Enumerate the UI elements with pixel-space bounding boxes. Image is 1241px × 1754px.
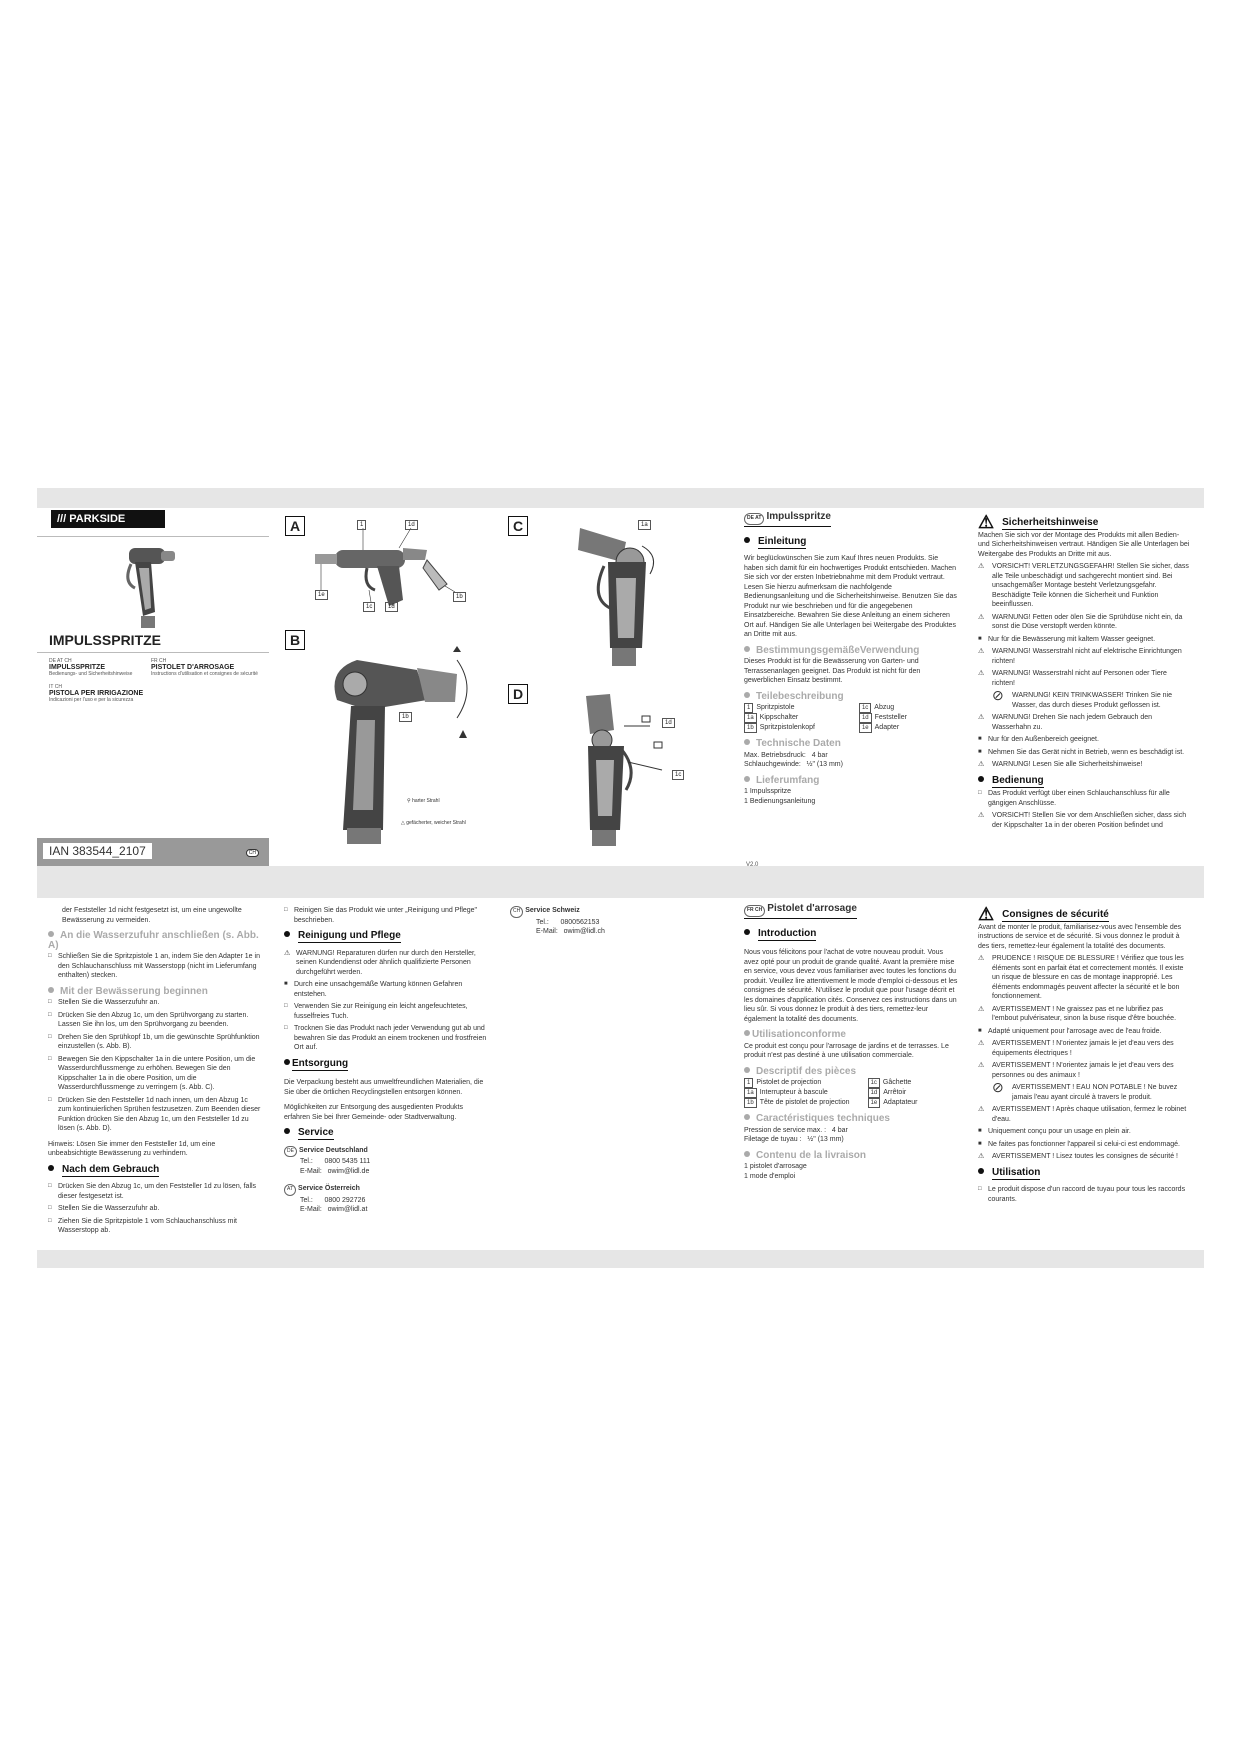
callout-a-1d-top: 1d	[405, 520, 418, 530]
bullet-dot-icon	[744, 537, 750, 543]
country-badge: CH	[246, 849, 259, 857]
fr-scope-1: 1 pistolet d'arrosage	[744, 1163, 807, 1170]
fr-safety-8: ■ Uniquement conçu pour un usage en plein air.	[978, 1127, 1190, 1137]
fr-op-1: □ Le produit dispose d'un raccord de tuyau pour tous les raccords courants.	[978, 1185, 1190, 1204]
fr-safety-3: ■ Adapté uniquement pour l'arrosage avec de l'eau froide.	[978, 1027, 1190, 1037]
fr-col-2	[978, 906, 1190, 1207]
list-item: □ Drücken Sie den Feststeller 1d nach innen, um den Abzug 1c zum kontinuierlichen Sprühen festzusetzen. Zum Beenden dieser Funktion drücken Sie den Abzug 1c, um den Feststeller 1d zu lösen (s. Abb. D).	[48, 1096, 262, 1134]
de-tech-2: Schlauchgewinde: ½" (13 mm)	[744, 761, 843, 768]
bullet-dot-icon	[744, 929, 750, 935]
fr-safety-10: ⚠ AVERTISSEMENT ! Lisez toutes les consignes de sécurité !	[978, 1153, 1178, 1160]
flag-ch-icon: CH	[510, 906, 523, 918]
no-drinking-icon: ⊘	[992, 1079, 1004, 1095]
de-intro-heading: Einleitung	[744, 537, 958, 547]
de-intro-text: Wir beglückwünschen Sie zum Kauf Ihres neuen Produkts. Sie haben sich damit für ein hochwertiges Produkt entschieden. Machen Sie sich vor der ersten Inbetriebnahme mit dem Produkt vertraut. Lesen Sie hierzu aufmerksam die nachfolgende Bedienungsanleitung und die Sicherheitshinweise. Benutzen Sie das Produkt nur wie beschrieben und für die angegebenen Einsatzbereiche. Bewahren Sie diese Anleitung an einem sicheren Ort auf. Händigen Sie alle Unterlagen bei Weitergabe des Produktes an Dritte mit aus.	[744, 555, 957, 638]
fr-scope-heading: Contenu de la livraison	[744, 1151, 958, 1161]
legend-soft-jet: △ gefächerter, weicher Strahl	[401, 820, 466, 826]
fr-flags: FR CH	[744, 905, 765, 917]
warning-triangle-icon: ⚠	[284, 949, 291, 957]
bullet-dot-icon	[744, 1151, 750, 1157]
de-care-heading: Reinigung und Pflege	[284, 931, 490, 941]
de-disp-1: Die Verpackung besteht aus umweltfreundlichen Materialien, die Sie über die örtlichen Recyclingstellen entsorgen können.	[284, 1079, 484, 1096]
bullet-dot-icon	[284, 1128, 290, 1134]
de-safety-3: ■ Nur für die Bewässerung mit kaltem Wasser geeignet.	[978, 635, 1190, 645]
de-flags: DE AT	[744, 513, 764, 525]
bullet-dot-icon	[48, 1165, 54, 1171]
service-de: DE Service Deutschland Tel.: 0800 5435 111 E-Mail: owim@lidl.de	[284, 1146, 490, 1177]
de-parts-table	[744, 703, 911, 733]
de-scope-heading: Lieferumfang	[744, 776, 958, 786]
de-safety-6: ⊘ WARNUNG! KEIN TRINKWASSER! Trinken Sie nie Wasser, das durch dieses Produkt geflossen ist.	[992, 687, 1172, 709]
warning-triangle-icon: ⚠	[978, 761, 985, 768]
de-conn-text: □ Schließen Sie die Spritzpistole 1 an, indem Sie den Adapter 1e in den Schlauchanschluss mit Wasserstopp (nicht im Lieferumfang enthalten) stecken.	[48, 952, 262, 981]
warning-triangle-icon: ⚠	[978, 714, 985, 721]
list-item: □ Stellen Sie die Wasserzufuhr ab.	[48, 1204, 262, 1214]
legend-hard-jet: ⚲ harter Strahl	[407, 798, 440, 804]
de-after-heading: Nach dem Gebrauch	[48, 1165, 262, 1175]
hard-jet-icon: ⚲	[407, 798, 413, 804]
fr-title: Pistolet d'arrosage	[767, 903, 857, 914]
flag-de-icon: DE	[284, 1146, 297, 1158]
ian-number: IAN 383544_2107	[43, 843, 152, 859]
fr-title-row	[744, 904, 857, 919]
de-safety-2: ⚠ WARNUNG! Fetten oder ölen Sie die Sprühdüse nicht ein, da sonst die Düse verstopft werden könnte.	[978, 613, 1183, 630]
fr-intro-text: Nous vous félicitons pour l'achat de votre nouveau produit. Vous avez opté pour un produit de grande qualité. Avant la première mise en service, vous devez vous familiariser avec toutes les fonctions du produit. Veuillez lire attentivement le mode d'emploi ci-dessous et les consignes de sécurité. N'utilisez le produit que pour l'usage décrit et les domaines d'application cités. Conservez ces instructions dans un lieu sûr. Si vous donnez le produit à des tiers, remettez-leur également la totalité des documents.	[744, 949, 958, 1023]
de-safety-7: ⚠ WARNUNG! Drehen Sie nach jedem Gebrauch den Wasserhahn zu.	[978, 714, 1153, 731]
de-op-1: □ Das Produkt verfügt über einen Schlauchanschluss für alle gängigen Anschlüsse.	[978, 789, 1190, 808]
fr-tech-2: Filetage de tuyau : ½" (13 mm)	[744, 1136, 844, 1143]
de-col-1	[744, 512, 958, 809]
fr-safety-intro: Avant de monter le produit, familiarisez-vous avec l'ensemble des instructions de service et de sécurité. Si vous donnez le produit à des tiers, remettez-leur également la totalité des documents.	[978, 923, 1182, 950]
brand-logo: /// PARKSIDE	[51, 510, 165, 528]
table-row: 1b Tête de pistolet de projection 1e Adaptateur	[744, 1098, 922, 1108]
service-ch: CH Service Schweiz Tel.: 0800562153 E-Mail: owim@lidl.ch	[510, 906, 710, 937]
de-p2-col-2	[284, 906, 490, 1215]
de-safety-1: ⚠ VORSICHT! VERLETZUNGSGEFAHR! Stellen Sie sicher, dass alle Teile unbeschädigt und sachgerecht montiert sind. Bei unsachgemäßer Montage besteht Verletzungsgefahr. Beschädigte Teile können die Sicherheit und Funktion beeinflussen.	[978, 563, 1189, 608]
de-p2-col-3	[510, 906, 710, 937]
bullet-dot-icon	[48, 931, 54, 937]
callout-a-1d: 1d	[385, 602, 398, 612]
de-disp-heading: Entsorgung	[284, 1059, 490, 1069]
de-irr-heading: Mit der Bewässerung beginnen	[48, 987, 262, 997]
de-op-heading: Bedienung	[978, 776, 1190, 786]
bullet-dot-icon	[744, 1030, 750, 1036]
bottom-band	[37, 1250, 1204, 1268]
service-at-mail[interactable]: E-Mail: owim@lidl.at	[300, 1206, 368, 1213]
bullet-dot-icon	[978, 776, 984, 782]
lang-de-sub: Bedienungs- und Sicherheitshinweise	[49, 671, 133, 677]
bullet-dot-icon	[48, 987, 54, 993]
lang-fr-block	[151, 658, 269, 677]
de-op-2: ⚠ VORSICHT! Stellen Sie vor dem Anschließen sicher, dass sich der Kippschalter 1a in der oberen Position befindet und	[978, 812, 1187, 829]
cover-panel	[37, 508, 269, 866]
lang-it-block	[49, 684, 249, 703]
bullet-dot-icon	[744, 776, 750, 782]
figure-b	[287, 630, 488, 854]
figure-c-drawing	[550, 522, 700, 678]
de-safety-10: ⚠ WARNUNG! Lesen Sie alle Sicherheitshinweise!	[978, 761, 1143, 768]
warning-triangle-icon: ⚠	[978, 904, 995, 924]
fr-safety-heading: ⚠ Consignes de sécurité	[978, 904, 1109, 924]
callout-d-1d: 1d	[662, 718, 675, 728]
fr-safety-1: ⚠ PRUDENCE ! RISQUE DE BLESSURE ! Vérifiez que tous les éléments sont en parfait état et correctement montés. Il existe un risque de blessure en cas de montage inapproprié. Les éléments endommagés peuvent affecter la sécurité et le bon fonctionnement.	[978, 955, 1184, 1000]
lang-fr-name: PISTOLET D'ARROSAGE	[151, 664, 235, 671]
warning-triangle-icon: ⚠	[978, 1005, 985, 1013]
service-de-mail[interactable]: E-Mail: owim@lidl.de	[300, 1167, 370, 1175]
logo-stripes-icon: ///	[57, 513, 70, 525]
bullet-dot-icon	[284, 1059, 290, 1065]
callout-c-1a: 1a	[638, 520, 651, 530]
warning-triangle-icon: ⚠	[978, 1106, 985, 1113]
list-item: □ Drücken Sie den Abzug 1c, um den Feststeller 1d zu lösen, falls dieser festgesetzt ist.	[48, 1182, 262, 1201]
no-drinking-icon: ⊘	[992, 687, 1004, 703]
figure-c-label: C	[508, 516, 528, 536]
de-parts-heading: Teilebeschreibung	[744, 692, 958, 702]
de-p2-intro: der Feststeller 1d nicht festgesetzt ist, um eine ungewollte Bewässerung zu vermeiden.	[62, 907, 242, 924]
middle-band	[37, 866, 1204, 898]
fr-safety-5: ⚠ AVERTISSEMENT ! N'orientez jamais le jet d'eau vers des personnes ou des animaux !	[978, 1062, 1174, 1079]
warning-triangle-icon: ⚠	[978, 1062, 985, 1069]
fr-tech-1: Pression de service max. : 4 bar	[744, 1126, 848, 1134]
de-version: V2.0	[746, 862, 759, 868]
list-item: □ Ziehen Sie die Spritzpistole 1 vom Schlauchanschluss mit Wasserstopp ab.	[48, 1217, 262, 1236]
list-item: □ Stellen Sie die Wasserzufuhr an.	[48, 998, 262, 1008]
fr-safety-4: ⚠ AVERTISSEMENT ! N'orientez jamais le jet d'eau vers des équipements électriques !	[978, 1040, 1174, 1057]
fr-safety-6: ⊘ AVERTISSEMENT ! EAU NON POTABLE ! Ne buvez jamais l'eau ayant circulé à travers le produit.	[992, 1079, 1178, 1101]
callout-a-1c: 1c	[363, 602, 375, 612]
warning-triangle-icon: ⚠	[978, 955, 985, 962]
warning-triangle-icon: ⚠	[978, 1153, 985, 1160]
lang-fr-flags: FR CH	[151, 658, 167, 664]
callout-b-1b: 1b	[399, 712, 412, 722]
fr-safety-7: ⚠ AVERTISSEMENT ! Après chaque utilisation, fermez le robinet d'eau.	[978, 1106, 1187, 1123]
de-scope-2: 1 Bedienungsanleitung	[744, 797, 816, 805]
de-col-2	[978, 514, 1190, 833]
figure-c	[510, 516, 711, 680]
de-safety-9: ■ Nehmen Sie das Gerät nicht in Betrieb, wenn es beschädigt ist.	[978, 748, 1190, 758]
bullet-dot-icon	[744, 1114, 750, 1120]
lang-it-name: PISTOLA PER IRRIGAZIONE	[49, 690, 144, 697]
de-service-heading: Service	[284, 1128, 490, 1138]
cover-divider	[37, 536, 269, 537]
warning-triangle-icon: ⚠	[978, 1040, 985, 1047]
callout-a-1: 1	[357, 520, 366, 530]
flag-at-icon: AT	[284, 1184, 296, 1196]
callout-a-1b: 1b	[453, 592, 466, 602]
list-item: □ Drehen Sie den Sprühkopf 1b, um die gewünschte Sprühfunktion einzustellen (s. Abb. B).	[48, 1033, 262, 1052]
de-care-4: □ Trocknen Sie das Produkt nach jeder Verwendung gut ab und bewahren Sie das Produkt an einem trockenen und frostfreien Ort auf.	[284, 1024, 490, 1053]
bullet-dot-icon	[978, 1168, 984, 1174]
figure-b-label: B	[285, 630, 305, 650]
table-row: 1 Pistolet de projection 1c Gâchette	[744, 1078, 922, 1088]
de-care-2: ■ Durch eine unsachgemäße Wartung können Gefahren entstehen.	[284, 980, 490, 999]
figure-b-drawing	[307, 640, 487, 850]
table-row: 1a Interrupteur à bascule 1d Arrêtoir	[744, 1088, 922, 1098]
de-tech-1: Max. Betriebsdruck: 4 bar	[744, 751, 828, 759]
warning-triangle-icon: ⚠	[978, 812, 985, 819]
de-safety-intro: Machen Sie sich vor der Montage des Produkts mit allen Bedien- und Sicherheitshinweisen vertraut. Händigen Sie alle Unterlagen bei Weitergabe des Produkts an Dritte mit aus.	[978, 531, 1190, 558]
list-item: □ Bewegen Sie den Kippschalter 1a in die untere Position, um die Wasserdurchflussmenge zu erhöhen. Bewegen Sie den Kippschalter 1a in die obere Position, um die Wasserdurchflussmenge zu verringern (s. Abb. C).	[48, 1055, 262, 1093]
warning-triangle-icon: ⚠	[978, 648, 985, 655]
lang-de-block	[49, 658, 149, 677]
de-scope-1: 1 Impulsspritze	[744, 788, 792, 795]
table-row: 1b Spritzpistolenkopf 1e Adapter	[744, 723, 911, 733]
de-title: Impulsspritze	[766, 511, 831, 522]
de-care-pre: □ Reinigen Sie das Produkt wie unter „Reinigung und Pflege" beschrieben.	[284, 906, 490, 925]
de-use-text: Dieses Produkt ist für die Bewässerung von Garten- und Terrassenanlagen geeignet. Das Produkt ist nicht für den gewerblichen Einsatz bestimmt.	[744, 658, 921, 684]
de-tech-heading: Technische Daten	[744, 739, 958, 749]
de-disp-2: Möglichkeiten zur Entsorgung des ausgedienten Produkts erfahren Sie bei Ihrer Gemeinde- oder Stadtverwaltung.	[284, 1104, 463, 1121]
warning-triangle-icon: ⚠	[978, 512, 995, 532]
de-p2-col-1	[48, 906, 262, 1239]
de-safety-5: ⚠ WARNUNG! Wasserstrahl nicht auf Personen oder Tiere richten!	[978, 670, 1167, 687]
fr-use-heading: Utilisationconforme	[744, 1030, 958, 1040]
fr-op-heading: Utilisation	[978, 1168, 1190, 1178]
fr-tech-heading: Caractéristiques techniques	[744, 1114, 958, 1124]
cover-title: IMPULSSPRITZE	[49, 632, 162, 648]
de-use-heading: BestimmungsgemäßeVerwendung	[744, 646, 958, 656]
fr-safety-2: ⚠ AVERTISSEMENT ! Ne graissez pas et ne lubrifiez pas l'embout pulvérisateur, sinon la buse risque d'être bouchée.	[978, 1005, 1177, 1022]
warning-triangle-icon: ⚠	[978, 563, 985, 570]
table-row: 1 Spritzpistole 1c Abzug	[744, 703, 911, 713]
service-at: AT Service Österreich Tel.: 0800 292726 E-Mail: owim@lidl.at	[284, 1184, 490, 1215]
spray-gun-image	[121, 542, 181, 632]
bullet-dot-icon	[744, 1067, 750, 1073]
lang-de-flags: DE AT CH	[49, 658, 72, 664]
callout-d-1c: 1c	[672, 770, 684, 780]
figure-d	[510, 684, 711, 854]
de-safety-heading: ⚠ Sicherheitshinweise	[978, 512, 1099, 532]
de-title-row	[744, 512, 831, 527]
de-safety-4: ⚠ WARNUNG! Wasserstrahl nicht auf elektrische Einrichtungen richten!	[978, 648, 1182, 665]
fr-intro-heading: Introduction	[744, 929, 958, 939]
list-item: □ Drücken Sie den Abzug 1c, um den Sprühvorgang zu starten. Lassen Sie ihn los, um den Sprühvorgang zu beenden.	[48, 1011, 262, 1030]
fr-safety-9: ■ Ne faites pas fonctionner l'appareil si celui-ci est endommagé.	[978, 1140, 1190, 1150]
fr-col-1	[744, 904, 958, 1184]
figure-a-label: A	[285, 516, 305, 536]
service-de-tel: Tel.: 0800 5435 111	[300, 1158, 371, 1165]
ian-bar	[37, 838, 269, 866]
cover-title-rule	[37, 652, 269, 653]
service-at-tel: Tel.: 0800 292726	[300, 1196, 366, 1204]
callout-a-1e: 1e	[315, 590, 328, 600]
de-safety-8: ■ Nur für den Außenbereich geeignet.	[978, 735, 1190, 745]
bullet-dot-icon	[744, 646, 750, 652]
figure-a	[287, 516, 488, 626]
fr-parts-table	[744, 1078, 922, 1108]
lang-it-flags: IT CH	[49, 684, 62, 690]
fr-scope-2: 1 mode d'emploi	[744, 1172, 796, 1180]
lang-it-sub: Indicazioni per l'uso e per la sicurezza	[49, 697, 134, 703]
de-hint: Hinweis: Lösen Sie immer den Feststeller 1d, um eine unbeabsichtigte Bewässerung zu verhindern.	[48, 1140, 216, 1157]
figure-d-label: D	[508, 684, 528, 704]
bullet-dot-icon	[284, 931, 290, 937]
warning-triangle-icon: ⚠	[978, 613, 985, 621]
de-care-1: ⚠ WARNUNG! Reparaturen dürfen nur durch den Hersteller, seinen Kundendienst oder ähnlich qualifizierte Personen durchgeführt werden.	[284, 949, 476, 976]
fr-use-text: Ce produit est conçu pour l'arrosage de jardins et de terrasses. Le produit n'est pas destiné à une utilisation commerciale.	[744, 1042, 949, 1059]
bullet-dot-icon	[744, 692, 750, 698]
service-ch-mail[interactable]: E-Mail: owim@lidl.ch	[536, 928, 605, 935]
de-conn-heading: An die Wasserzufuhr anschließen (s. Abb. A)	[48, 930, 259, 951]
bullet-dot-icon	[744, 739, 750, 745]
lang-fr-sub: Instructions d'utilisation et consignes de sécurité	[151, 671, 258, 677]
lang-de-name: IMPULSSPRITZE	[49, 664, 106, 671]
service-ch-tel: Tel.: 0800562153	[536, 918, 600, 926]
top-band	[37, 488, 1204, 508]
table-row: 1a Kippschalter 1d Feststeller	[744, 713, 911, 723]
fr-parts-heading: Descriptif des pièces	[744, 1067, 958, 1077]
de-care-3: □ Verwenden Sie zur Reinigung ein leicht angefeuchtetes, fusselfreies Tuch.	[284, 1002, 490, 1021]
soft-jet-icon: △	[401, 820, 407, 826]
warning-triangle-icon: ⚠	[978, 670, 985, 677]
